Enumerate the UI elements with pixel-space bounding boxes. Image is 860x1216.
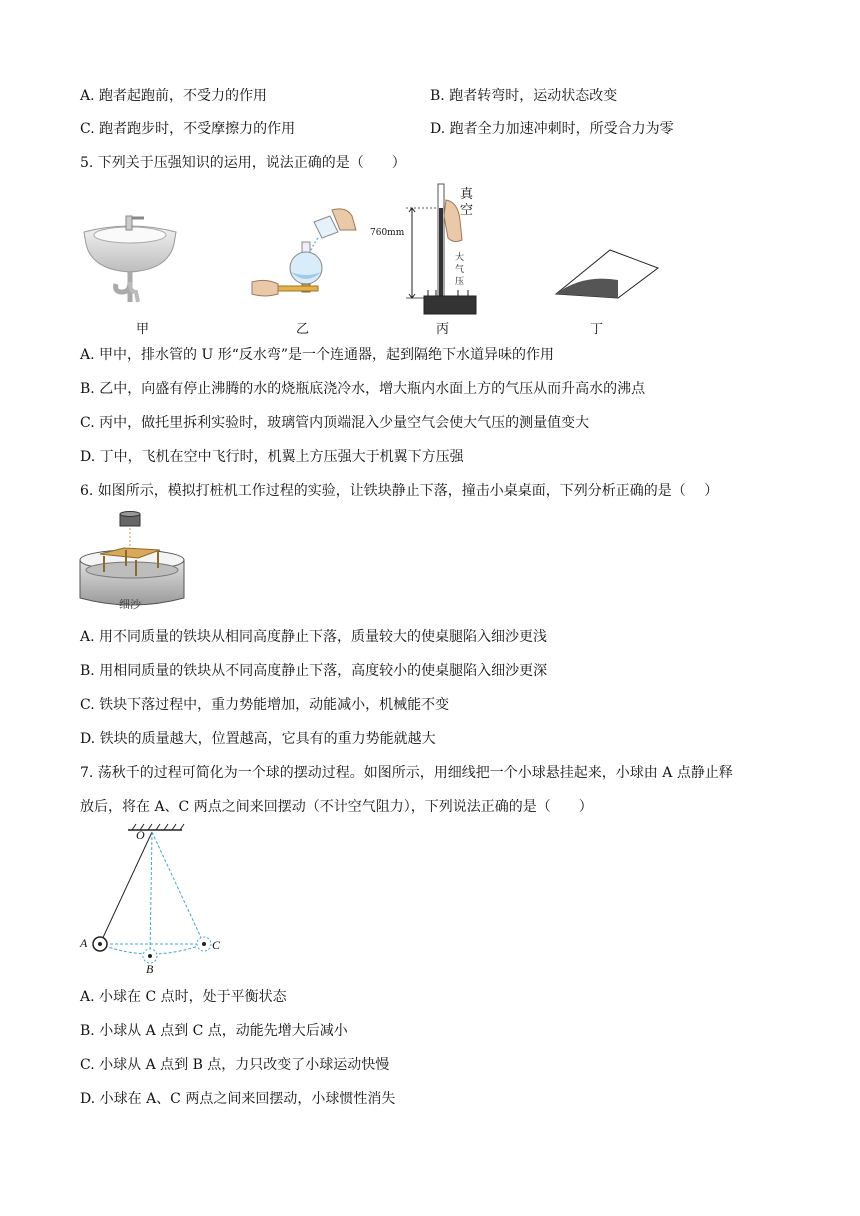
label-point-o: O <box>136 828 145 842</box>
q4-option-b: B. 跑者转弯时，运动状态改变 <box>430 88 618 104</box>
q7-option-b: B. 小球从 A 点到 C 点，动能先增大后减小 <box>80 1023 348 1039</box>
q6-stem: 6. 如图所示，模拟打桩机工作过程的实验，让铁块静止下落，撞击小桌桌面，下列分析正确的是（ ） <box>80 483 719 499</box>
label-point-b: B <box>146 962 154 976</box>
q6-option-b: B. 用相同质量的铁块从不同高度静止下落，高度较小的使桌腿陷入细沙更深 <box>80 663 548 679</box>
wing-figure <box>552 244 664 300</box>
q5-stem: 5. 下列关于压强知识的运用，说法正确的是（ ） <box>80 155 406 171</box>
flask-figure <box>248 206 368 306</box>
q4-option-a: A. 跑者起跑前，不受力的作用 <box>80 88 268 104</box>
caption-yi: 乙 <box>296 322 310 337</box>
q5-option-b: B. 乙中，向盛有停止沸腾的水的烧瓶底浇冷水，增大瓶内水面上方的气压从而升高水的沸点 <box>80 381 646 397</box>
label-atm-3: 压 <box>455 277 465 287</box>
label-760mm: 760mm <box>370 228 405 238</box>
q6-option-a: A. 用不同质量的铁块从相同高度静止下落，质量较大的使桌腿陷入细沙更浅 <box>80 629 548 645</box>
basin-figure <box>78 210 182 306</box>
q6-option-c: C. 铁块下落过程中，重力势能增加，动能减小，机械能不变 <box>80 697 450 713</box>
caption-ding: 丁 <box>590 322 604 337</box>
q7-stem-line-2: 放后，将在 A、C 两点之间来回摆动（不计空气阻力），下列说法正确的是（ ） <box>80 799 593 815</box>
q7-option-c: C. 小球从 A 点到 B 点，力只改变了小球运动快慢 <box>80 1057 390 1073</box>
label-point-a: A <box>80 936 88 950</box>
q6-option-d: D. 铁块的质量越大，位置越高，它具有的重力势能就越大 <box>80 731 436 747</box>
caption-jia: 甲 <box>136 322 150 337</box>
q7-stem-line-1: 7. 荡秋千的过程可简化为一个球的摆动过程。如图所示，用细线把一个小球悬挂起来，小球由 A 点静止释 <box>80 765 733 781</box>
pendulum-figure <box>76 822 236 978</box>
q5-option-d: D. 丁中，飞机在空中飞行时，机翼上方压强大于机翼下方压强 <box>80 449 464 465</box>
q7-option-d: D. 小球在 A、C 两点之间来回摆动，小球惯性消失 <box>80 1091 396 1107</box>
q5-option-a: A. 甲中，排水管的 U 形“反水弯”是一个连通器，起到隔绝下水道异味的作用 <box>80 347 555 363</box>
torricelli-figure <box>396 180 496 320</box>
label-atm-1: 大 <box>455 253 465 263</box>
label-fine-sand: 细沙 <box>119 598 141 611</box>
label-point-c: C <box>212 938 221 952</box>
label-atm-2: 气 <box>455 265 465 275</box>
q5-option-c: C. 丙中，做托里拆利实验时，玻璃管内顶端混入少量空气会使大气压的测量值变大 <box>80 415 590 431</box>
q4-option-c: C. 跑者跑步时，不受摩擦力的作用 <box>80 121 296 137</box>
q7-option-a: A. 小球在 C 点时，处于平衡状态 <box>80 989 287 1005</box>
label-vacuum-2: 空 <box>460 203 474 218</box>
label-vacuum-1: 真 <box>460 187 474 202</box>
q4-option-d: D. 跑者全力加速冲刺时，所受合力为零 <box>430 121 674 137</box>
caption-bing: 丙 <box>436 322 450 337</box>
